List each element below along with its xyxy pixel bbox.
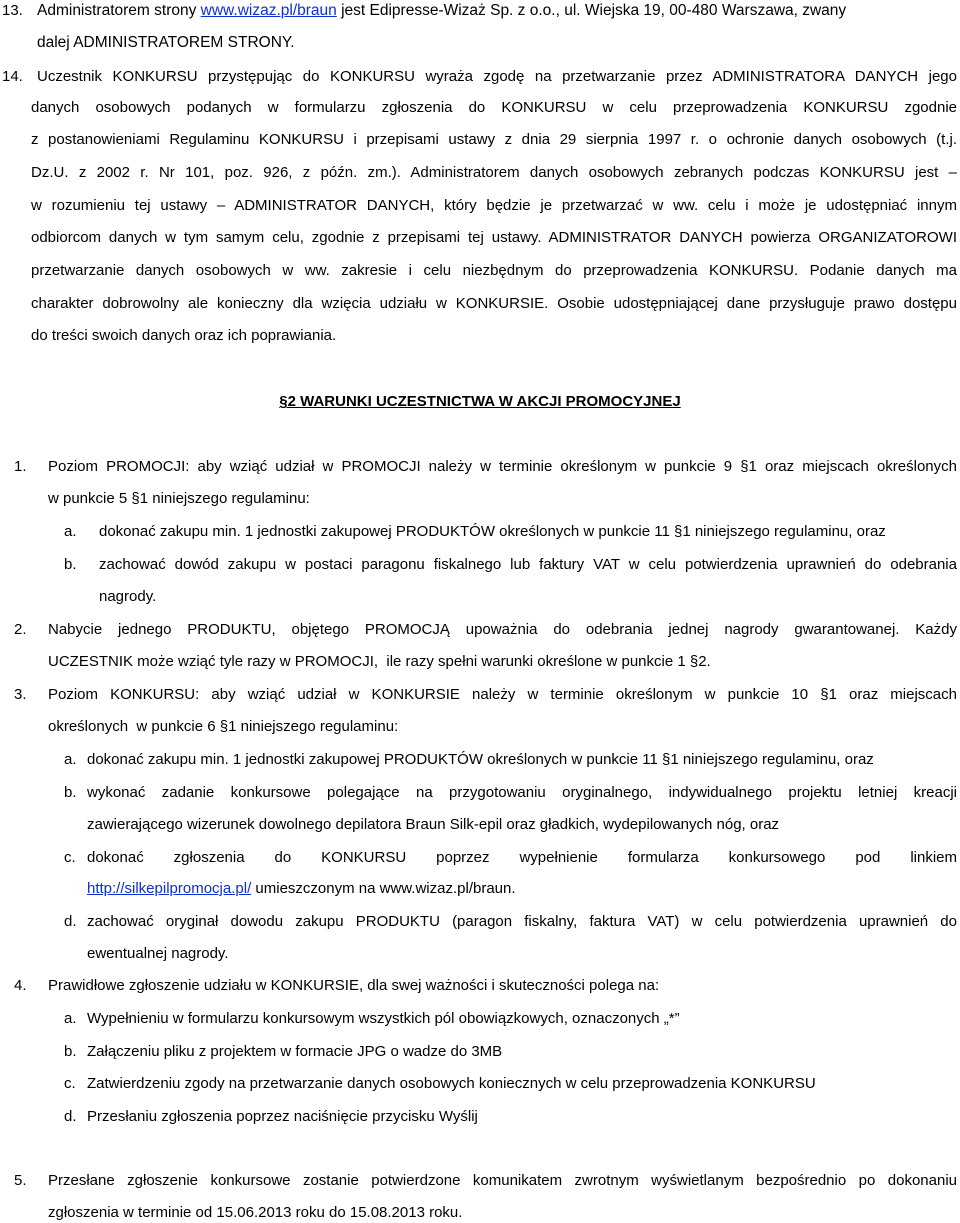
paragraph-14-number: 14. — [2, 68, 23, 85]
section-3d-line-1: zachować oryginał dowodu zakupu PRODUKTU (paragon fiskalny, faktura VAT) w celu potwierdzenia uprawnień do — [87, 913, 957, 930]
section-4c-number: c. — [64, 1075, 76, 1092]
section-3-number: 3. — [14, 686, 27, 703]
section-4b-number: b. — [64, 1043, 77, 1060]
section-2-line-1: Nabycie jednego PRODUKTU, objętego PROMOCJĄ upoważnia do odebrania jednej nagrody gwarantowanej. Każdy — [48, 621, 957, 638]
section-4d-text: Przesłaniu zgłoszenia poprzez naciśnięcie przycisku Wyślij — [87, 1108, 478, 1125]
section-1b-number: b. — [64, 556, 77, 573]
section-5-number: 5. — [14, 1172, 27, 1189]
section-3c-number: c. — [64, 849, 76, 866]
section-1-line-2: w punkcie 5 §1 niniejszego regulaminu: — [48, 490, 310, 507]
section-5-line-1: Przesłane zgłoszenie konkursowe zostanie potwierdzone komunikatem zwrotnym wyświetlanym bezpośrednio po dokonaniu — [48, 1172, 957, 1189]
section-4a-text: Wypełnieniu w formularzu konkursowym wszystkich pól obowiązkowych, oznaczonych „*” — [87, 1010, 680, 1027]
section-1b-line-2: nagrody. — [99, 588, 157, 605]
section-4a-number: a. — [64, 1010, 77, 1027]
section-3-line-2: określonych w punkcie 6 §1 niniejszego regulaminu: — [48, 718, 399, 735]
paragraph-13-line-2: dalej ADMINISTRATOREM STRONY. — [37, 34, 295, 51]
section-3d-line-2: ewentualnej nagrody. — [87, 945, 229, 962]
paragraph-13-number: 13. — [2, 2, 23, 19]
section-3c-line-2-post: umieszczonym na www.wizaz.pl/braun. — [251, 880, 516, 897]
section-2-line-2: UCZESTNIK może wziąć tyle razy w PROMOCJI, ile razy spełni warunki określone w punkcie 1 §2. — [48, 653, 711, 670]
section-heading-text: §2 WARUNKI UCZESTNICTWA W AKCJI PROMOCYJNEJ — [279, 393, 681, 410]
section-1b-line-1: zachować dowód zakupu w postaci paragonu fiskalnego lub faktury VAT w celu potwierdzenia uprawnień do odebrania — [99, 556, 957, 573]
wizaz-braun-link[interactable]: www.wizaz.pl/braun — [200, 2, 337, 19]
paragraph-14-line-1: Uczestnik KONKURSU przystępując do KONKURSU wyraża zgodę na przetwarzanie przez ADMINISTRATORA DANYCH jego — [37, 68, 957, 85]
paragraph-14-line-9: do treści swoich danych oraz ich poprawiania. — [31, 327, 337, 344]
paragraph-14-line-3: z postanowieniami Regulaminu KONKURSU i przepisami ustawy z dnia 29 sierpnia 1997 r. o ochronie danych osobowych (t.j. — [31, 131, 957, 148]
section-1a-text: dokonać zakupu min. 1 jednostki zakupowej PRODUKTÓW określonych w punkcie 11 §1 niniejszego regulaminu, oraz — [99, 523, 886, 540]
section-3c-line-2 — [87, 880, 516, 898]
paragraph-14-line-8: charakter dobrowolny ale konieczny dla wzięcia udziału w KONKURSIE. Osobie udostępniającej dane przysługuje prawo dostępu — [31, 295, 957, 312]
section-4-number: 4. — [14, 977, 27, 994]
section-4d-number: d. — [64, 1108, 77, 1125]
section-heading — [0, 393, 960, 411]
section-5-line-2: zgłoszenia w terminie od 15.06.2013 roku do 15.08.2013 roku. — [48, 1204, 463, 1221]
section-4-text: Prawidłowe zgłoszenie udziału w KONKURSIE, dla swej ważności i skuteczności polega na: — [48, 977, 660, 994]
section-2-number: 2. — [14, 621, 27, 638]
section-3a-text: dokonać zakupu min. 1 jednostki zakupowej PRODUKTÓW określonych w punkcie 11 §1 niniejszego regulaminu, oraz — [87, 751, 874, 768]
section-3b-number: b. — [64, 784, 77, 801]
paragraph-14-line-2: danych osobowych podanych w formularzu zgłoszenia do KONKURSU w celu przeprowadzenia KONKURSU zgodnie — [31, 99, 957, 116]
paragraph-14-line-5: w rozumieniu tej ustawy – ADMINISTRATOR DANYCH, który będzie je przetwarzać w ww. celu i może je udostępniać innym — [31, 197, 957, 214]
silkepil-promo-link[interactable]: http://silkepilpromocja.pl/ — [87, 880, 252, 897]
paragraph-13-text-pre: Administratorem strony — [37, 2, 201, 19]
paragraph-14-line-4: Dz.U. z 2002 r. Nr 101, poz. 926, z późn. zm.). Administratorem danych osobowych zebranych podczas KONKURSU jest – — [31, 164, 957, 181]
section-3b-line-2: zawierającego wizerunek dowolnego depilatora Braun Silk-epil oraz gładkich, wydepilowanych nóg, oraz — [87, 816, 780, 833]
paragraph-14-line-6: odbiorcom danych w tym samym celu, zgodnie z przepisami tej ustawy. ADMINISTRATOR DANYCH powierza ORGANIZATOROWI — [31, 229, 957, 246]
section-3-line-1: Poziom KONKURSU: aby wziąć udział w KONKURSIE należy w terminie określonym w punkcie 10 §1 oraz miejscach — [48, 686, 957, 703]
section-3d-number: d. — [64, 913, 77, 930]
section-1-line-1: Poziom PROMOCJI: aby wziąć udział w PROMOCJI należy w terminie określonym w punkcie 9 §1 oraz miejscach określonych — [48, 458, 957, 475]
section-1a-number: a. — [64, 523, 77, 540]
section-3a-number: a. — [64, 751, 77, 768]
paragraph-13-line-1 — [37, 2, 846, 20]
section-1-number: 1. — [14, 458, 27, 475]
paragraph-13-text-post: jest Edipresse-Wizaż Sp. z o.o., ul. Wiejska 19, 00-480 Warszawa, zwany — [336, 2, 847, 19]
paragraph-14-line-7: przetwarzanie danych osobowych w ww. zakresie i celu niezbędnym do przeprowadzenia KONKURSU. Podanie danych ma — [31, 262, 957, 279]
section-4c-text: Zatwierdzeniu zgody na przetwarzanie danych osobowych koniecznych w celu przeprowadzenia KONKURSU — [87, 1075, 816, 1092]
section-4b-text: Załączeniu pliku z projektem w formacie JPG o wadze do 3MB — [87, 1043, 503, 1060]
section-3c-line-1: dokonać zgłoszenia do KONKURSU poprzez wypełnienie formularza konkursowego pod linkiem — [87, 849, 957, 866]
section-3b-line-1: wykonać zadanie konkursowe polegające na przygotowaniu oryginalnego, indywidualnego projektu letniej kreacji — [87, 784, 957, 801]
